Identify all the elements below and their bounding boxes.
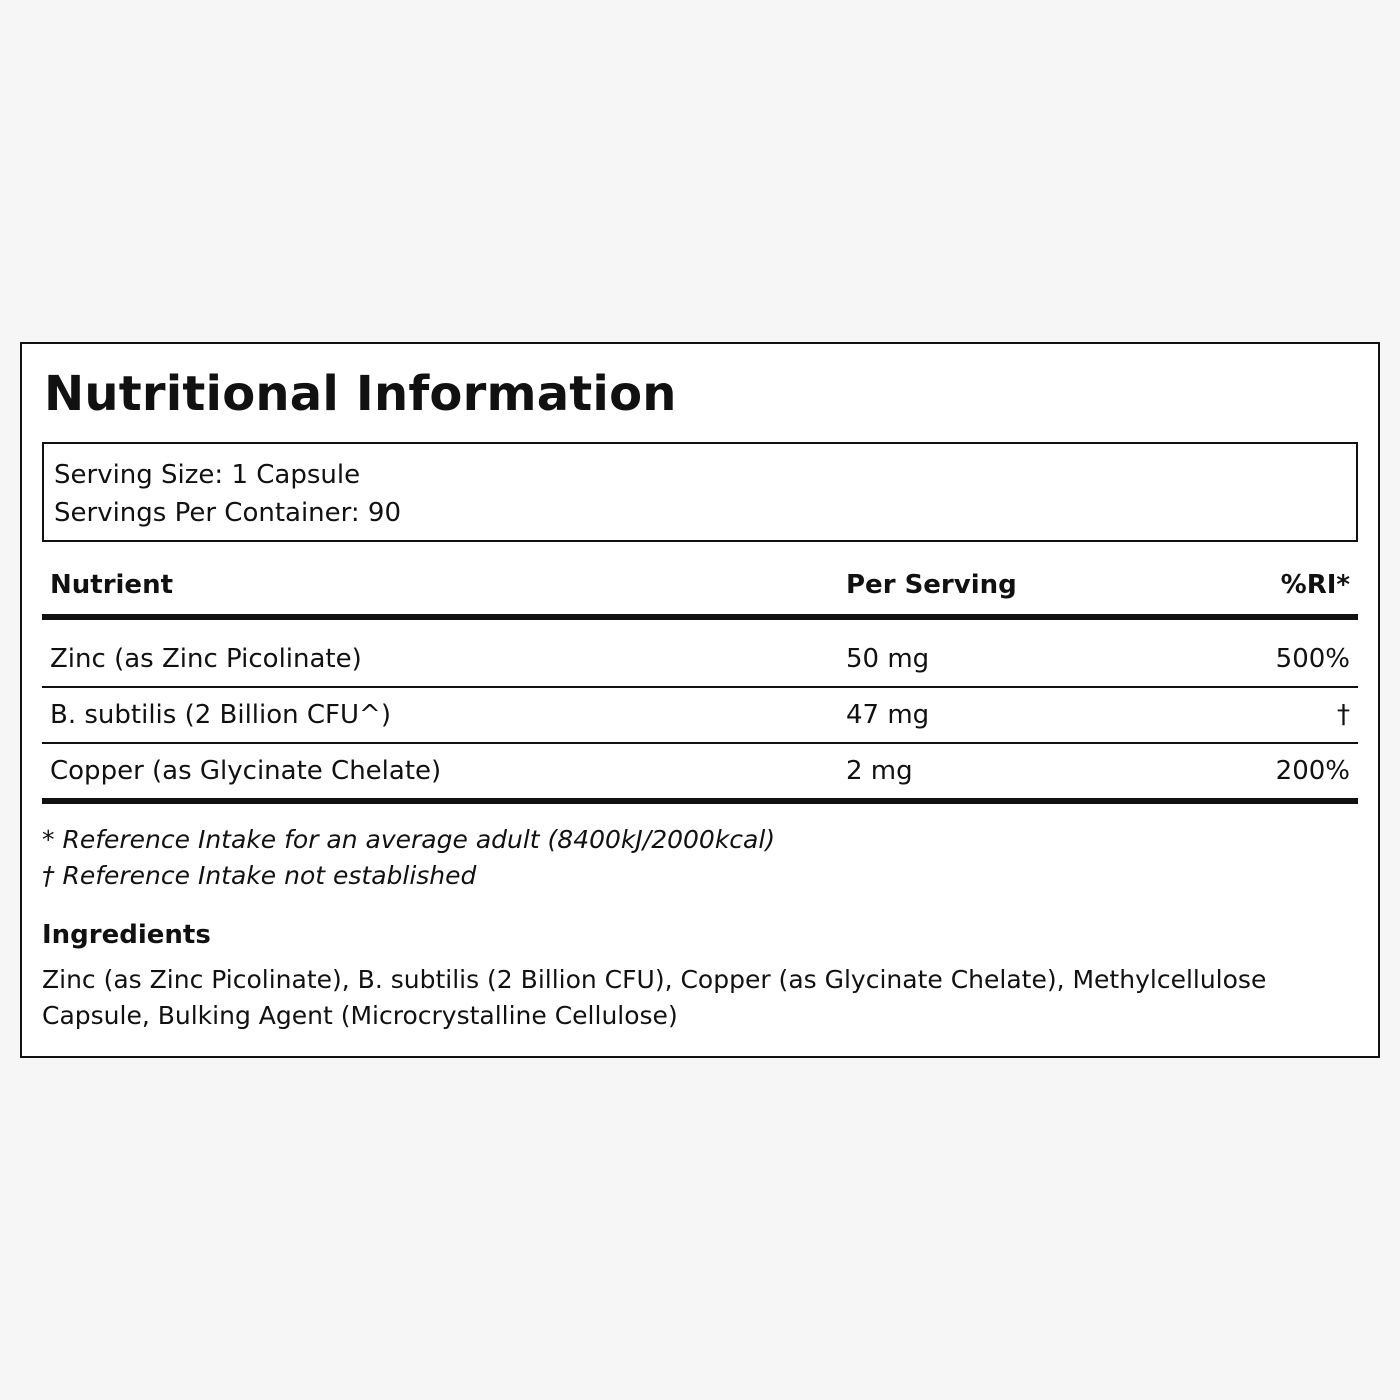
- nutrient-amount: 50 mg: [846, 644, 930, 674]
- ingredients-heading: Ingredients: [42, 920, 211, 950]
- footnote-not-established: † Reference Intake not established: [42, 861, 477, 890]
- label-title: Nutritional Information: [44, 366, 677, 422]
- table-row: [42, 620, 1358, 688]
- footnotes: [42, 822, 775, 894]
- nutrient-name: Copper (as Glycinate Chelate): [50, 756, 442, 786]
- header-per-serving: Per Serving: [846, 570, 1017, 600]
- footnote-ri: * Reference Intake for an average adult (8400kJ/2000kcal): [42, 825, 776, 854]
- serving-info-box: [42, 442, 1358, 542]
- servings-per-container: Servings Per Container: 90: [54, 498, 402, 528]
- nutrient-amount: 47 mg: [846, 700, 930, 730]
- nutrient-amount: 2 mg: [846, 756, 913, 786]
- table-row: [42, 688, 1358, 744]
- table-row: [42, 744, 1358, 804]
- nutrient-ri: 200%: [1275, 756, 1350, 786]
- nutrient-name: Zinc (as Zinc Picolinate): [50, 644, 362, 674]
- nutrition-label: [20, 342, 1380, 1058]
- header-nutrient: Nutrient: [50, 570, 174, 600]
- table-header-row: [42, 562, 1358, 620]
- nutrient-ri: †: [1337, 700, 1350, 730]
- nutrient-table: [42, 562, 1358, 804]
- ingredients-text: Zinc (as Zinc Picolinate), B. subtilis (2 Billion CFU), Copper (as Glycinate Chelate), Methylcellulose Capsule, Bulking Agent (Microcrystalline Cellulose): [42, 965, 1267, 1030]
- serving-size: Serving Size: 1 Capsule: [54, 460, 361, 490]
- header-ri: %RI*: [1280, 570, 1350, 600]
- nutrient-name: B. subtilis (2 Billion CFU^): [50, 700, 391, 730]
- nutrient-ri: 500%: [1275, 644, 1350, 674]
